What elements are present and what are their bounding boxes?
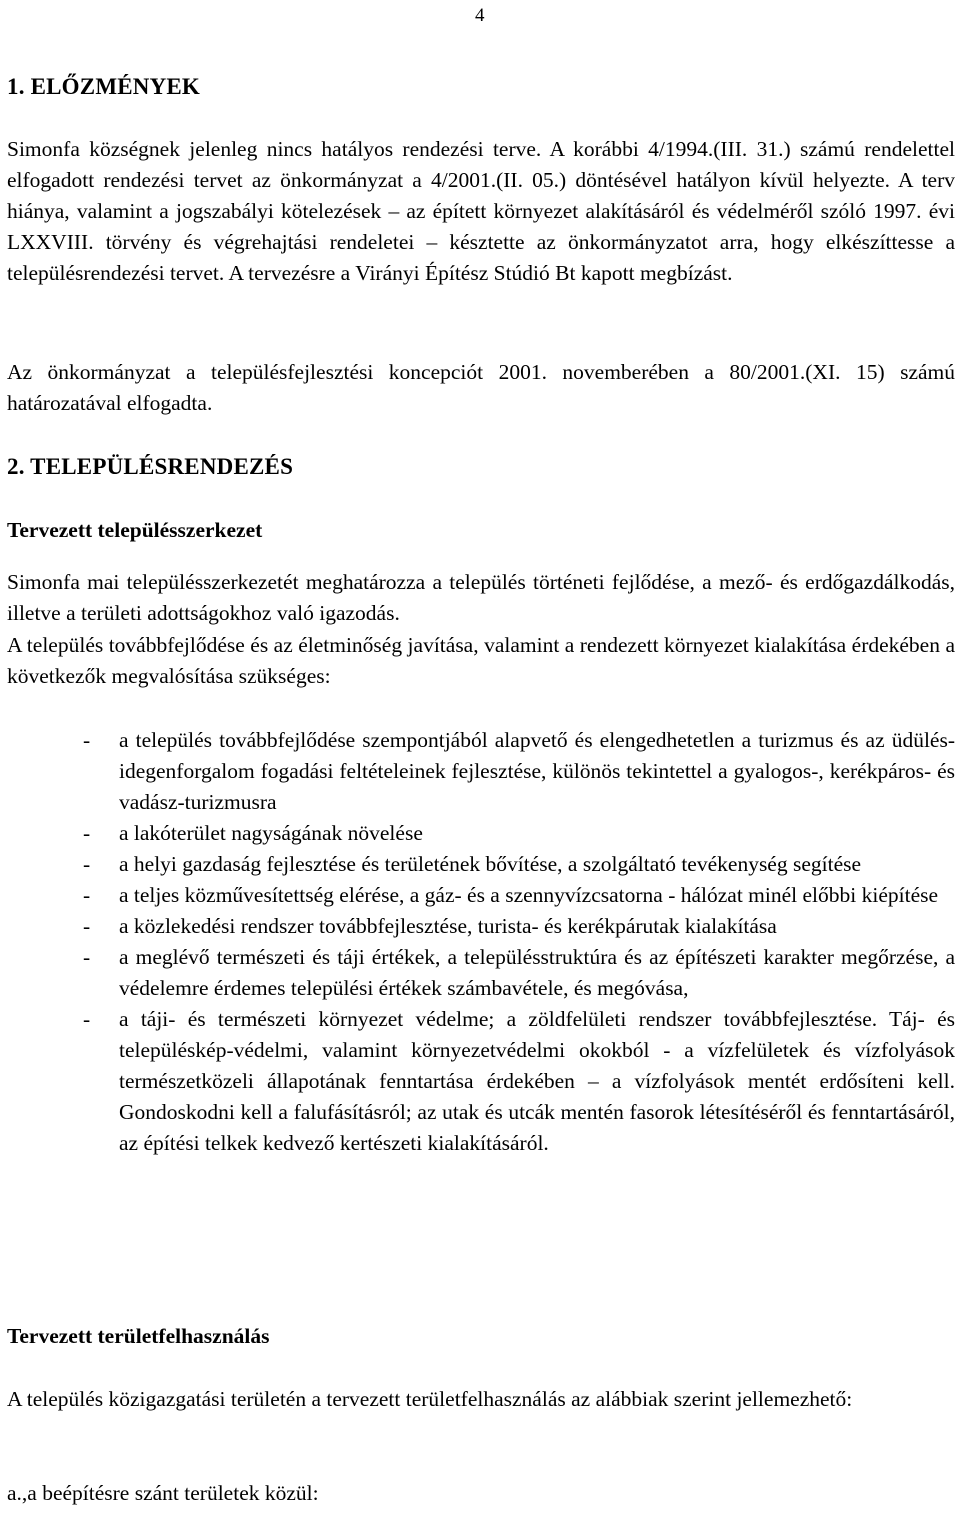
paragraph-land-use: A település közigazgatási területén a tervezett területfelhasználás az alábbiak szerint jellemezhető: xyxy=(7,1387,853,1411)
section-heading-elozmenyek: 1. ELŐZMÉNYEK xyxy=(7,74,201,99)
list-dash: - xyxy=(83,945,91,969)
section-heading-telepulesrendezes: 2. TELEPÜLÉSRENDEZÉS xyxy=(7,454,294,479)
list-dash: - xyxy=(83,883,91,907)
list-item xyxy=(7,818,955,849)
list-item xyxy=(7,1004,955,1159)
list-dash: - xyxy=(83,1007,91,1031)
list-item-text: a lakóterület nagyságának növelése xyxy=(119,821,423,845)
subheading-land-use: Tervezett területfelhasználás xyxy=(7,1324,270,1348)
list-dash: - xyxy=(83,852,91,876)
list-item xyxy=(7,725,955,818)
list-item-text: a helyi gazdaság fejlesztése és területének bővítése, a szolgáltató tevékenység segítése xyxy=(119,852,862,876)
paragraph-development-goals: A település továbbfejlődése és az életminőség javítása, valamint a rendezett környezet kialakítása érdekében a következők megvalósítása szükséges: xyxy=(7,633,955,688)
page-number: 4 xyxy=(475,5,485,26)
list-item-text: a közlekedési rendszer továbbfejlesztése, turista- és kerékpárutak kialakítása xyxy=(119,914,777,938)
list-dash: - xyxy=(83,821,91,845)
list-item-text: a település továbbfejlődése szempontjából alapvető és elengedhetetlen a turizmus és az üdülés-idegenforgalom fogadási feltételeinek fejlesztése, különös tekintettel a gyalogos-, kerékpáros- és vadász-turizmusra xyxy=(119,728,955,814)
paragraph-settlement-structure: Simonfa mai településszerkezetét meghatározza a település történeti fejlődése, a mező- és erdőgazdálkodás, illetve a területi adottságokhoz való igazodás. xyxy=(7,570,955,625)
list-item-text: a teljes közművesítettség elérése, a gáz- és a szennyvízcsatorna - hálózat minél előbbi kiépítése xyxy=(119,883,939,907)
list-item-text: a meglévő természeti és táji értékek, a településstruktúra és az építészeti karakter megőrzése, a védelemre érdemes települési értékek számbavétele, és megóvása, xyxy=(119,945,955,1000)
paragraph-background: Simonfa községnek jelenleg nincs hatályos rendezési terve. A korábbi 4/1994.(III. 31.) számú rendelettel elfogadott rendezési tervet az önkormányzat a 4/2001.(II. 05.) döntésével hatályon kívül helyezte. A terv hiánya, valamint a jogszabályi kötelezések – az épített környezet alakításáról és védelméről szóló 1997. évi LXXVIII. törvény és végrehajtási rendeletei – késztette az önkormányzatot arra, hogy elkészíttesse a településrendezési tervet. A tervezésre a Virányi Építész Stúdió Bt kapott megbízást. xyxy=(7,137,955,285)
list-item xyxy=(7,942,955,1004)
list-dash: - xyxy=(83,728,91,752)
list-dash: - xyxy=(83,914,91,938)
list-item-text: a táji- és természeti környezet védelme; a zöldfelületi rendszer továbbfejlesztése. Táj- és településkép-védelmi, valamint környezetvédelmi okokból - a vízfelületek és vízfolyások természetközeli állapotának fenntartása érdekében – a vízfolyások mentét erdősíteni kell. Gondoskodni kell a falufásításról; az utak és utcák mentén fasorok létesítéséről és fenntartásáról, az építési telkek kedvező kertészeti kialakításáról. xyxy=(119,1007,955,1155)
list-item xyxy=(7,880,955,911)
list-item xyxy=(7,849,955,880)
subheading-settlement-structure: Tervezett településszerkezet xyxy=(7,518,263,542)
paragraph-concept-approval: Az önkormányzat a településfejlesztési koncepciót 2001. novemberében a 80/2001.(XI. 15) számú határozatával elfogadta. xyxy=(7,360,955,415)
list-item xyxy=(7,911,955,942)
paragraph-built-areas: a.,a beépítésre szánt területek közül: xyxy=(7,1481,319,1505)
development-goals-list xyxy=(7,725,955,1159)
